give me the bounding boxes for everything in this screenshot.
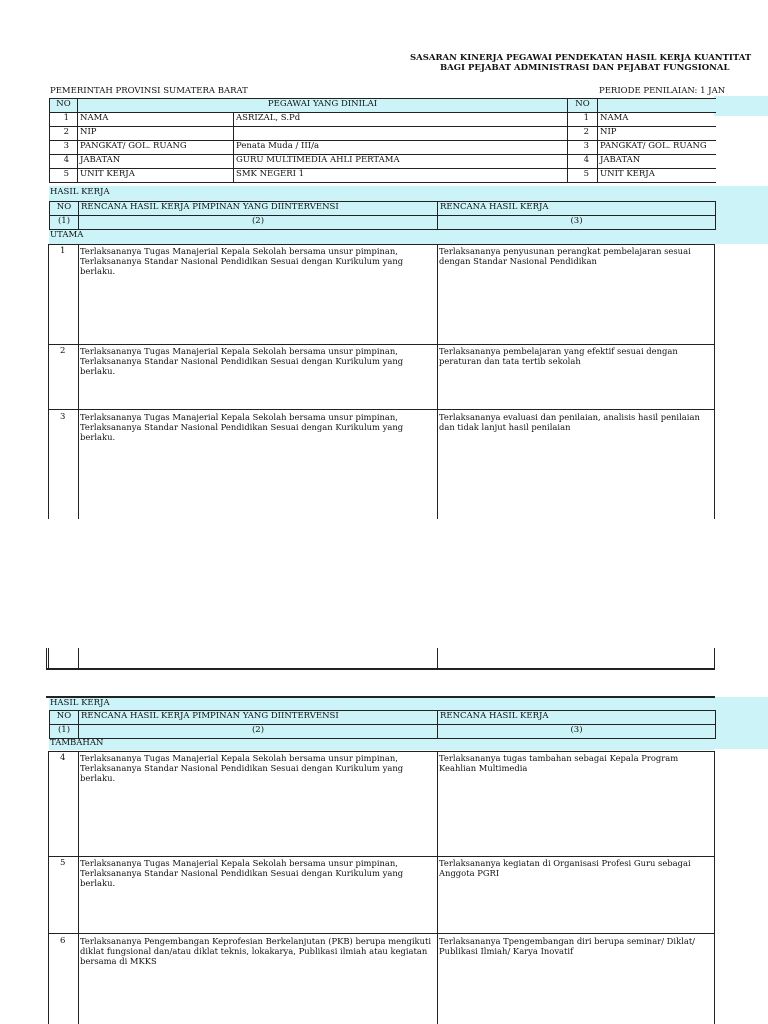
row-no-right: 4: [568, 155, 598, 169]
row-no-right: 5: [568, 169, 598, 183]
col-rencana: RENCANA HASIL KERJA: [438, 711, 716, 725]
row-value: ASRIZAL, S.Pd: [234, 113, 568, 127]
pegawai-header-row: [50, 99, 716, 113]
col-rencana-pimpinan: RENCANA HASIL KERJA PIMPINAN YANG DIINTERVENSI: [79, 202, 438, 216]
row-pimpinan: Terlaksananya Pengembangan Keprofesian Berkelanjutan (PKB) berupa mengikuti diklat fungsional dan/atau diklat teknis, lokakarya, Publikasi ilmiah atau kegiatan bersama di MKKS: [80, 936, 432, 966]
highlight-block: [714, 96, 768, 116]
col-border: [46, 648, 47, 668]
row-border: [48, 933, 715, 934]
section2-subheading: TAMBAHAN: [50, 738, 104, 748]
section1-subheading: UTAMA: [50, 230, 84, 240]
row-label: UNIT KERJA: [78, 169, 234, 183]
row-label: JABATAN: [78, 155, 234, 169]
row-no: 2: [60, 346, 66, 356]
row-no: 5: [60, 858, 66, 868]
col-border: [714, 648, 715, 668]
col-no: NO: [50, 202, 79, 216]
row-value: GURU MULTIMEDIA AHLI PERTAMA: [234, 155, 568, 169]
col-border: [714, 244, 715, 519]
pegawai-row: [50, 169, 716, 183]
row-no: 3: [50, 141, 78, 155]
row-rencana: Terlaksananya pembelajaran yang efektif sesuai dengan peraturan dan tata tertib sekolah: [439, 346, 678, 366]
row-no: 4: [50, 155, 78, 169]
row-no-right: 1: [568, 113, 598, 127]
highlight-block: [714, 697, 768, 749]
row-no-right: 3: [568, 141, 598, 155]
col-pegawai: PEGAWAI YANG DINILAI: [78, 99, 568, 113]
col-rencana: RENCANA HASIL KERJA: [438, 202, 716, 216]
row-no: 1: [60, 246, 66, 256]
col-border: [78, 648, 79, 668]
col-num-1: (1): [50, 216, 79, 230]
pegawai-row: [50, 113, 716, 127]
row-no-right: 2: [568, 127, 598, 141]
row-border: [48, 344, 715, 345]
col-num-3: (3): [438, 216, 716, 230]
row-border: [48, 409, 715, 410]
col-border: [78, 751, 79, 1024]
col-blank: [598, 99, 716, 113]
pegawai-table: [49, 98, 716, 183]
section2-header-table: [49, 710, 716, 739]
col-border: [714, 751, 715, 1024]
col-border: [78, 244, 79, 519]
row-no: 2: [50, 127, 78, 141]
row-rencana: Terlaksananya evaluasi dan penilaian, analisis hasil penilaian dan tidak lanjut hasil penilaian: [439, 412, 700, 432]
col-border: [437, 244, 438, 519]
row-label: NIP: [78, 127, 234, 141]
section1-header-table: [49, 201, 716, 230]
col-border: [48, 751, 49, 1024]
col-num-1: (1): [50, 725, 79, 739]
row-no: 1: [50, 113, 78, 127]
col-no: NO: [50, 711, 79, 725]
row-border: [48, 244, 715, 245]
row-value: Penata Muda / III/a: [234, 141, 568, 155]
row-no: 6: [60, 936, 66, 946]
row-value: SMK NEGERI 1: [234, 169, 568, 183]
document-title-line1: SASARAN KINERJA PEGAWAI PENDEKATAN HASIL KERJA KUANTITAT: [410, 53, 752, 63]
col-no-right: NO: [568, 99, 598, 113]
row-no: 4: [60, 753, 66, 763]
row-label-right: JABATAN: [598, 155, 716, 169]
row-value: [234, 127, 568, 141]
col-num-3: (3): [438, 725, 716, 739]
row-rencana: Terlaksananya tugas tambahan sebagai Kepala Program Keahlian Multimedia: [439, 753, 679, 773]
row-label: NAMA: [78, 113, 234, 127]
row-border: [46, 668, 715, 670]
government-label: PEMERINTAH PROVINSI SUMATERA BARAT: [50, 86, 248, 96]
col-rencana-pimpinan: RENCANA HASIL KERJA PIMPINAN YANG DIINTERVENSI: [79, 711, 438, 725]
row-pimpinan: Terlaksananya Tugas Manajerial Kepala Sekolah bersama unsur pimpinan, Terlaksananya Standar Nasional Pendidikan Sesuai dengan Kurikulum yang berlaku.: [80, 246, 404, 276]
row-no: 3: [60, 412, 66, 422]
pegawai-row: [50, 127, 716, 141]
row-pimpinan: Terlaksananya Tugas Manajerial Kepala Sekolah bersama unsur pimpinan, Terlaksananya Standar Nasional Pendidikan Sesuai dengan Kurikulum yang berlaku.: [80, 858, 404, 888]
row-label-right: NIP: [598, 127, 716, 141]
row-rencana: Terlaksananya Tpengembangan diri berupa seminar/ Diklat/ Publikasi Ilmiah/ Karya Inovatif: [439, 936, 696, 956]
document-title-line2: BAGI PEJABAT ADMINISTRASI DAN PEJABAT FUNGSIONAL: [440, 63, 730, 73]
section2-heading: HASIL KERJA: [50, 698, 110, 708]
section1-heading: HASIL KERJA: [50, 187, 110, 197]
row-pimpinan: Terlaksananya Tugas Manajerial Kepala Sekolah bersama unsur pimpinan, Terlaksananya Standar Nasional Pendidikan Sesuai dengan Kurikulum yang berlaku.: [80, 753, 404, 783]
row-pimpinan: Terlaksananya Tugas Manajerial Kepala Sekolah bersama unsur pimpinan, Terlaksananya Standar Nasional Pendidikan Sesuai dengan Kurikulum yang berlaku.: [80, 412, 404, 442]
row-border: [48, 751, 715, 752]
row-pimpinan: Terlaksananya Tugas Manajerial Kepala Sekolah bersama unsur pimpinan, Terlaksananya Standar Nasional Pendidikan Sesuai dengan Kurikulum yang berlaku.: [80, 346, 404, 376]
col-no: NO: [50, 99, 78, 113]
pegawai-row: [50, 155, 716, 169]
col-num-2: (2): [79, 725, 438, 739]
pegawai-row: [50, 141, 716, 155]
row-border: [48, 856, 715, 857]
col-border: [437, 751, 438, 1024]
col-border: [48, 648, 49, 668]
row-label-right: UNIT KERJA: [598, 169, 716, 183]
row-rencana: Terlaksananya kegiatan di Organisasi Profesi Guru sebagai Anggota PGRI: [439, 858, 691, 878]
col-border: [48, 244, 49, 519]
row-label: PANGKAT/ GOL. RUANG: [78, 141, 234, 155]
row-label-right: PANGKAT/ GOL. RUANG: [598, 141, 716, 155]
highlight-block: [714, 186, 768, 244]
periode-label: PERIODE PENILAIAN: 1 JAN: [599, 86, 726, 96]
row-rencana: Terlaksananya penyusunan perangkat pembelajaran sesuai dengan Standar Nasional Pendidikan: [439, 246, 691, 266]
col-num-2: (2): [79, 216, 438, 230]
row-label-right: NAMA: [598, 113, 716, 127]
col-border: [437, 648, 438, 668]
row-no: 5: [50, 169, 78, 183]
